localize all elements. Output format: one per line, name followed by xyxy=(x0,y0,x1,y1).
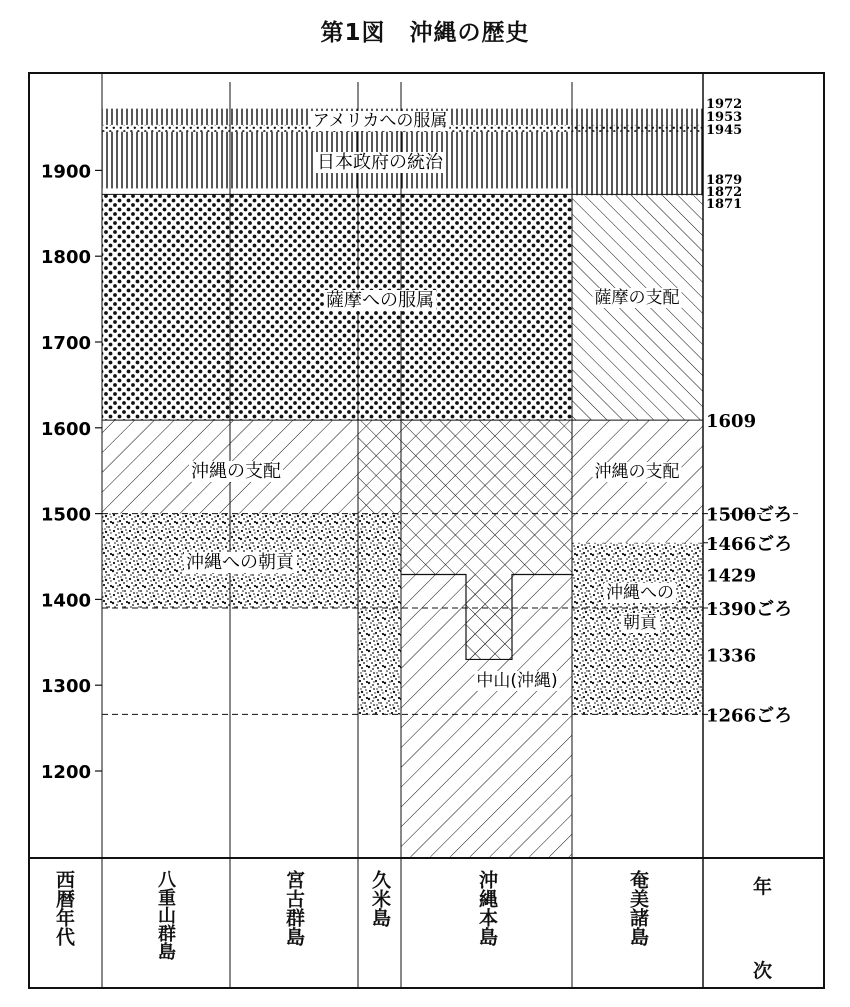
mark-chuzan-unified xyxy=(401,420,572,574)
right-year-label-8: 1466ごろ xyxy=(706,533,793,555)
period-label-chuzan: 中山(沖縄) xyxy=(476,671,558,691)
right-year-label-0: 1972 xyxy=(706,97,743,112)
period-label-okinawa-rule: 沖縄の支配 xyxy=(191,461,281,482)
tick-label-1800: 1800 xyxy=(40,247,91,269)
period-label-tribute-amami-1: 沖縄への xyxy=(606,583,674,603)
tick-label-1600: 1600 xyxy=(40,418,91,440)
period-label-american-rule: アメリカへの服属 xyxy=(312,111,448,131)
column-label-year: 西暦年代 xyxy=(53,870,75,946)
right-year-label-4: 1872 xyxy=(706,185,743,200)
mark-kume-okinawa-rule xyxy=(358,420,401,514)
chart-title: 第1図 沖縄の歴史 xyxy=(320,20,530,46)
tick-label-1700: 1700 xyxy=(40,333,91,354)
tick-label-1200: 1200 xyxy=(40,762,91,783)
column-label-nenji-bottom: 次 xyxy=(753,960,773,982)
right-year-label-5: 1871 xyxy=(706,197,743,212)
mark-japan-rule-amami xyxy=(572,132,703,195)
mark-kume-tribute xyxy=(358,514,401,715)
right-year-label-10: 1390ごろ xyxy=(706,598,793,620)
right-year-label-7: 1500ごろ xyxy=(706,504,793,526)
column-label-miyako: 宮古群島 xyxy=(283,870,305,946)
column-label-kume: 久米島 xyxy=(369,870,391,927)
column-label-amami: 奄美諸島 xyxy=(627,870,649,946)
right-year-label-1: 1953 xyxy=(706,110,743,125)
mark-chuzan-core xyxy=(466,575,512,660)
tick-label-1300: 1300 xyxy=(40,676,91,698)
period-label-okinawa-rule-amami: 沖縄の支配 xyxy=(594,462,680,482)
period-label-tribute: 沖縄への朝貢 xyxy=(186,552,294,573)
right-year-label-12: 1266ごろ xyxy=(706,705,793,727)
tick-label-1400: 1400 xyxy=(40,590,91,612)
right-year-label-9: 1429 xyxy=(706,565,757,587)
column-label-yaeyama: 八重山群島 xyxy=(155,870,176,960)
column-label-okinawa: 沖縄本島 xyxy=(476,870,498,946)
column-label-nenji-top: 年 xyxy=(753,876,773,898)
period-label-satsuma-subordination: 薩摩への服属 xyxy=(326,290,434,311)
right-year-label-6: 1609 xyxy=(706,411,757,433)
period-label-tribute-amami-2: 朝貢 xyxy=(623,613,657,633)
right-year-label-3: 1879 xyxy=(706,173,743,188)
right-year-label-2: 1945 xyxy=(706,123,743,138)
period-label-satsuma-rule: 薩摩の支配 xyxy=(594,288,680,308)
tick-label-1500: 1500 xyxy=(40,504,91,526)
period-label-japan-rule: 日本政府の統治 xyxy=(317,152,443,173)
right-year-label-11: 1336 xyxy=(706,645,757,667)
mark-american-rule-amami-lower xyxy=(572,125,703,132)
tick-label-1900: 1900 xyxy=(40,161,91,183)
